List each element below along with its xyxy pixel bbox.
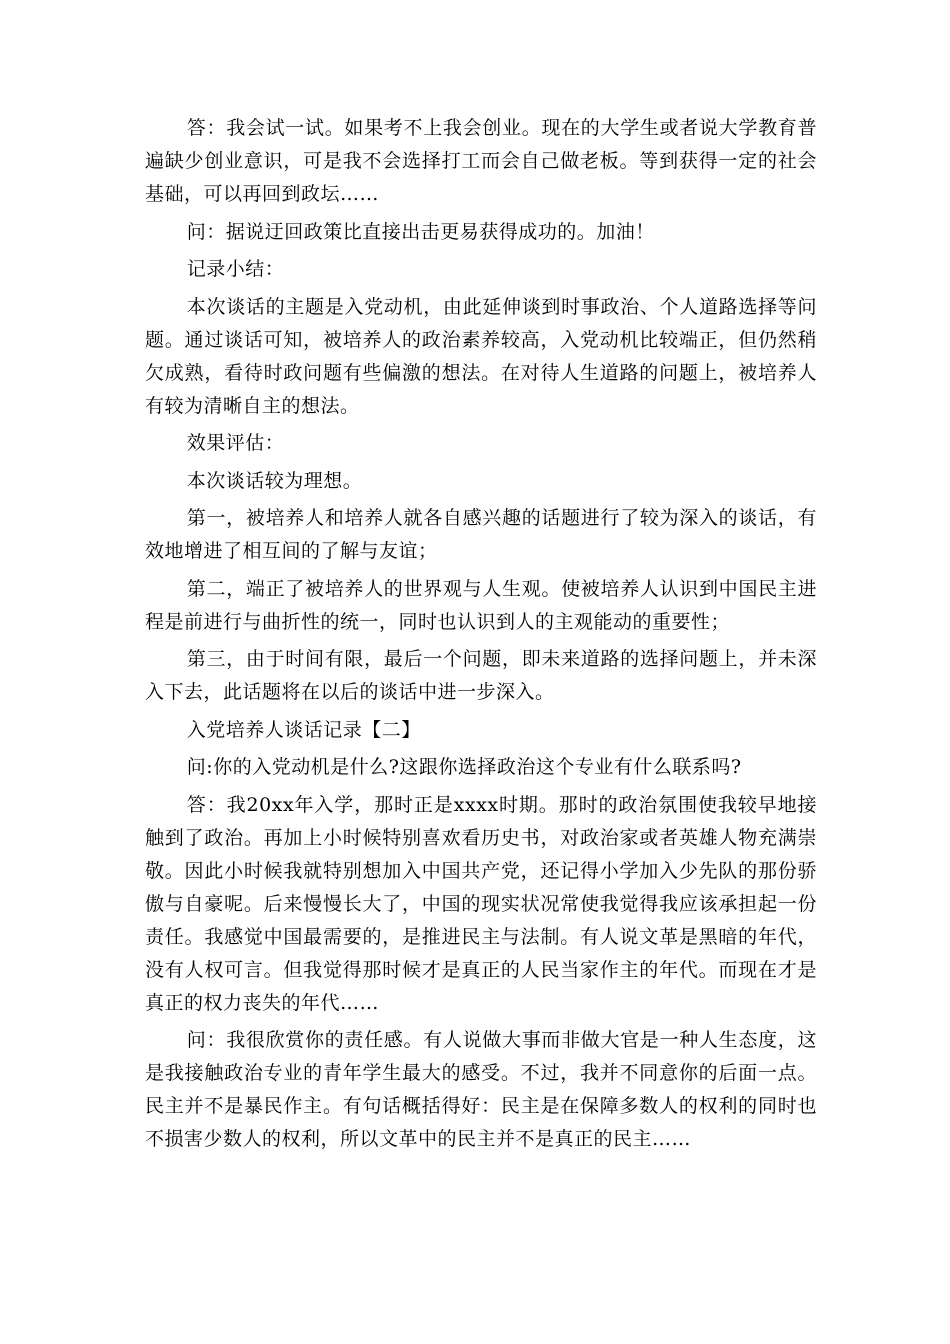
heading-record-summary: 记录小结：	[186, 258, 285, 280]
section-title-record-two: 入党培养人谈话记录【二】	[186, 718, 421, 741]
paragraph-evaluation-first: 第一，被培养人和培养人就各自感兴趣的话题进行了较为深入的谈话，有效地增进了相互间的了解与友谊；	[145, 507, 817, 562]
paragraph-question-strategy: 问：据说迂回政策比直接出击更易获得成功的。加油！	[186, 220, 655, 243]
paragraph-summary-body: 本次谈话的主题是入党动机，由此延伸谈到时事政治、个人道路选择等问题。通过谈话可知，被培养人的政治素养较高，入党动机比较端正，但仍然稍欠成熟，看待时政问题有些偏激的想法。在对待人生道路的问题上，被培养人有较为清晰自主的想法。	[145, 295, 817, 417]
paragraph-answer-motivation: 答：我20xx年入学，那时正是xxxx时期。那时的政治氛围使我较早地接触到了政治。再加上小时候特别喜欢看历史书，对政治家或者英雄人物充满崇敬。因此小时候我就特别想加入中国共产党，还记得小学加入少先队的那份骄傲与自豪呢。后来慢慢长大了，中国的现实状况常使我觉得我应该承担起一份责任。我感觉中国最需要的，是推进民主与法制。有人说文革是黑暗的年代，没有人权可言。但我觉得那时候才是真正的人民当家作主的年代。而现在才是真正的权力丧失的年代……	[145, 793, 817, 1014]
paragraph-evaluation-second: 第二，端正了被培养人的世界观与人生观。使被培养人认识到中国民主进程是前进行与曲折性的统一，同时也认识到人的主观能动的重要性；	[145, 577, 817, 633]
document-body	[145, 112, 817, 1161]
paragraph-evaluation-ideal: 本次谈话较为理想。	[186, 469, 363, 492]
paragraph-answer-entrepreneurship: 答：我会试一试。如果考不上我会创业。现在的大学生或者说大学教育普遍缺少创业意识，可是我不会选择打工而会自己做老板。等到获得一定的社会基础，可以再回到政坛……	[145, 117, 817, 205]
paragraph-question-democracy: 问：我很欣赏你的责任感。有人说做大事而非做大官是一种人生态度，这是我接触政治专业的青年学生最大的感受。不过，我并不同意你的后面一点。民主并不是暴民作主。有句话概括得好：民主是在保障多数人的权利的同时也不损害少数人的权利，所以文革中的民主并不是真正的民主……	[145, 1029, 817, 1150]
heading-effect-evaluation: 效果评估：	[186, 432, 285, 454]
paragraph-evaluation-third: 第三，由于时间有限，最后一个问题，即未来道路的选择问题上，并未深入下去，此话题将在以后的谈话中进一步深入。	[145, 648, 817, 703]
paragraph-question-motivation: 问:你的入党动机是什么?这跟你选择政治这个专业有什么联系吗?	[186, 756, 742, 778]
